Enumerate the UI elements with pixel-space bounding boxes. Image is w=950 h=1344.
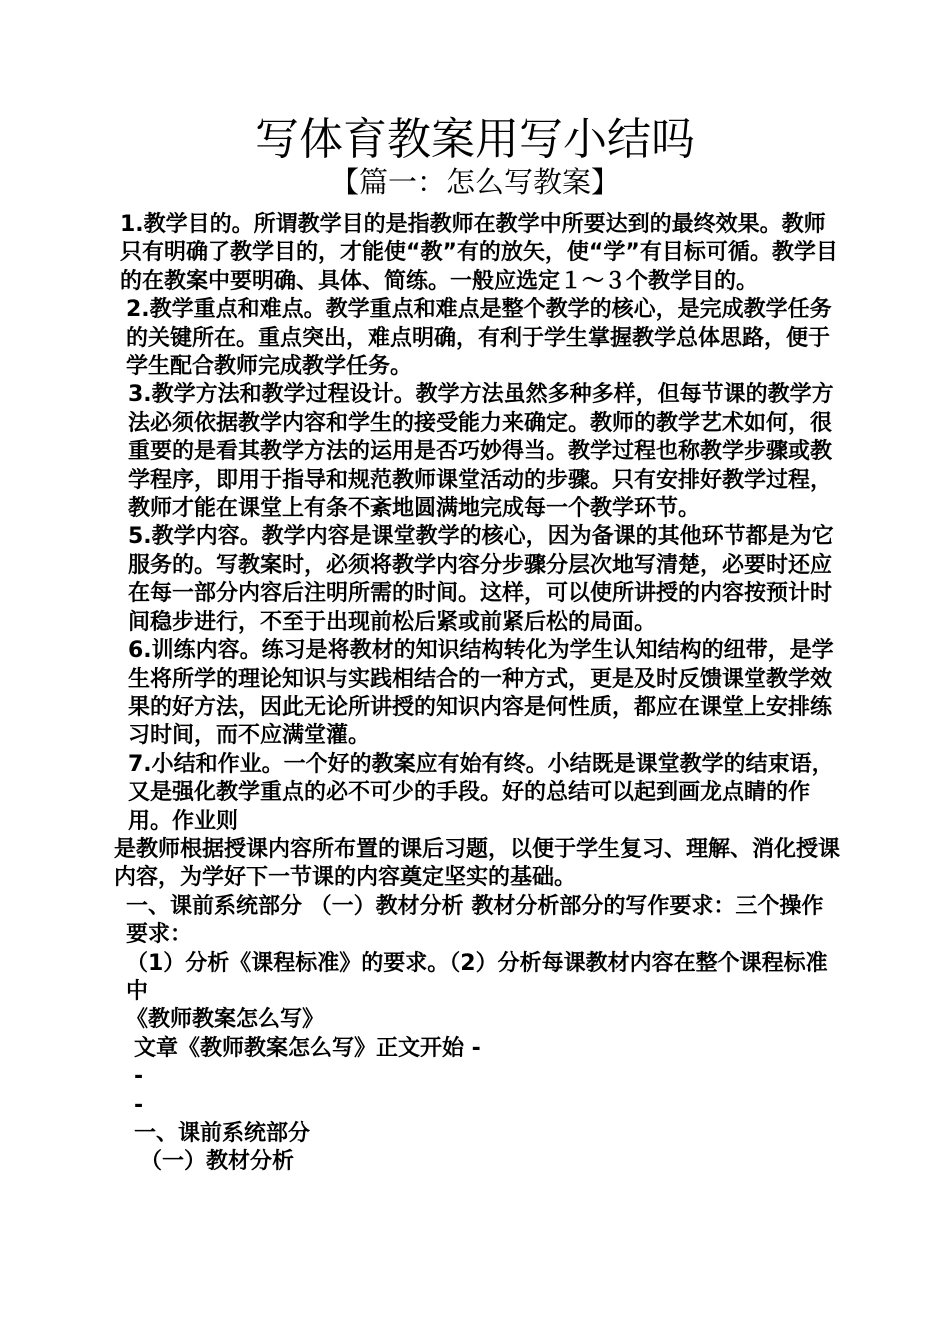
document-title: 写体育教案用写小结吗 [255, 114, 695, 165]
paragraph-summary: 7.小结和作业。一个好的教案应有始有终。小结既是课堂教学的结束语，又是强化教学重点的必不可少的手段。好的总结可以起到画龙点睛的作用。作业则 [128, 751, 834, 834]
paragraph-training: 6.训练内容。练习是将教材的知识结构转化为学生认知结构的纽带，是学生将所学的理论知识与实践相结合的一种方式，更是及时反馈课堂教学效果的好方法，因此无论所讲授的知识内容是何性质，都应在课堂上安排练习时间，而不应满堂灌。 [128, 638, 834, 749]
paragraph-book-title: 《教师教案怎么写》 [126, 1007, 325, 1033]
heading-pre-class: 一、课前系统部分 [134, 1121, 311, 1146]
paragraph-methods: 3.教学方法和教学过程设计。教学方法虽然多种多样，但每节课的教学方法必须依据教学内容和学生的接受能力来确定。教师的教学艺术如何，很重要的是看其教学方法的运用是否巧妙得当。教学过程也称教学步骤或教学程序，即用于指导和规范教师课堂活动的步骤。只有安排好教学过程，教师才能在课堂上有条不紊地圆满地完成每一个教学环节。 [128, 382, 834, 522]
document-body [114, 211, 842, 1177]
paragraph-pre-class: 一、课前系统部分 （一）教材分析 教材分析部分的写作要求：三个操作要求： [126, 893, 824, 948]
paragraph-dash-2: - [134, 1092, 144, 1118]
paragraph-requirements: （1）分析《课程标准》的要求。（2）分析每课教材内容在整个课程标准中 [126, 950, 828, 1004]
heading-textbook-analysis: （一）教材分析 [140, 1149, 295, 1175]
document-subtitle: 【篇一：怎么写教案】 [329, 165, 620, 199]
paragraph-objectives: 1.教学目的。所谓教学目的是指教师在教学中所要达到的最终效果。教师只有明确了教学目的，才能使“教”有的放矢，使“学”有目标可循。教学目的在教案中要明确、具体、简练。一般应选定１～３个教学目的。 [120, 212, 838, 294]
paragraph-content: 5.教学内容。教学内容是课堂教学的核心，因为备课的其他环节都是为它服务的。写教案时，必须将教学内容分步骤分层次地写清楚，必要时还应在每一部分内容后注明所需的时间。这样，可以使所讲授的内容按预计时间稳步进行，不至于出现前松后紧或前紧后松的局面。 [128, 524, 834, 635]
paragraph-dash-1: - [134, 1064, 144, 1090]
paragraph-key-points: 2.教学重点和难点。教学重点和难点是整个教学的核心，是完成教学任务的关键所在。重点突出，难点明确，有利于学生掌握教学总体思路，便于学生配合教师完成教学任务。 [126, 297, 832, 380]
paragraph-summary-cont: 是教师根据授课内容所布置的课后习题，以便于学生复习、理解、消化授课内容，为学好下一节课的内容奠定坚实的基础。 [114, 836, 841, 891]
paragraph-article-start: 文章《教师教案怎么写》正文开始 - [134, 1035, 481, 1061]
